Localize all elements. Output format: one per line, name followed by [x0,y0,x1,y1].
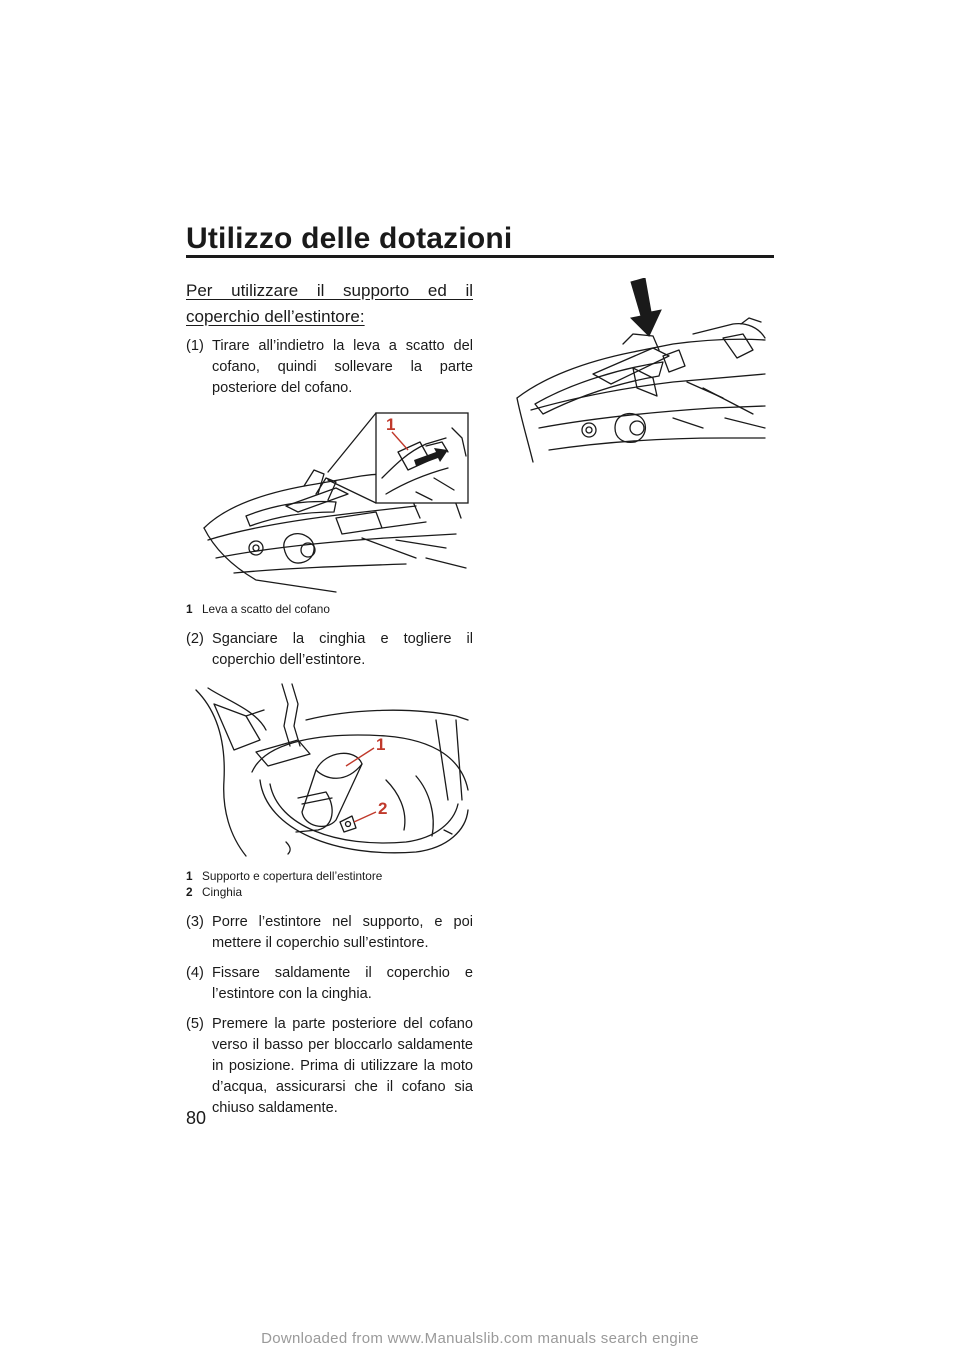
step-number: (1) [186,338,204,354]
title-rule [186,255,774,258]
caption-item [186,601,473,617]
callout-1: 1 [376,735,386,754]
step-4 [186,963,473,1005]
caption-number: 2 [186,885,193,899]
callout-1: 1 [386,415,396,434]
caption-text: Cinghia [202,885,243,899]
step-5 [186,1014,473,1119]
figure2-caption [186,868,473,900]
step-text: Tirare all’indietro la leva a scatto del cofano, quindi sollevare la parte posteriore del cofano. [212,338,473,396]
step-number: (4) [186,965,204,981]
page-title: Utilizzo delle dotazioni [186,222,513,255]
callout-2: 2 [378,799,388,818]
step-number: (3) [186,914,204,930]
step-3 [186,912,473,954]
step-number: (5) [186,1016,204,1032]
caption-item [186,884,473,900]
step-text: Fissare saldamente il coperchio e l’estintore con la cinghia. [212,965,473,1002]
step-text: Sganciare la cinghia e togliere il coperchio dell’estintore. [212,631,473,668]
step-number: (2) [186,631,204,647]
section-heading: Per utilizzare il supporto ed il coperchio dell’estintore: [186,281,473,326]
figure1-caption [186,601,473,617]
footer-watermark: Downloaded from www.Manualslib.com manuals search engine [261,1330,699,1347]
caption-item [186,868,473,884]
caption-text: Leva a scatto del cofano [202,602,330,616]
press-down-arrow-icon [631,278,661,336]
caption-number: 1 [186,602,193,616]
step-1 [186,336,473,399]
caption-text: Supporto e copertura dell’estintore [202,869,383,883]
figure-hood-release-lever [186,408,473,593]
figure-extinguisher-holder [186,680,473,860]
figure-hood-press-down [503,278,773,468]
step-text: Porre l’estintore nel supporto, e poi mettere il coperchio sull’estintore. [212,914,473,951]
caption-number: 1 [186,869,193,883]
step-2 [186,629,473,671]
left-column [186,278,473,1128]
page-number: 80 [186,1108,207,1128]
step-text: Premere la parte posteriore del cofano verso il basso per bloccarlo saldamente in posizione. Prima di utilizzare la moto d’acqua, assicurarsi che il cofano sia chiuso saldamente. [212,1016,473,1116]
